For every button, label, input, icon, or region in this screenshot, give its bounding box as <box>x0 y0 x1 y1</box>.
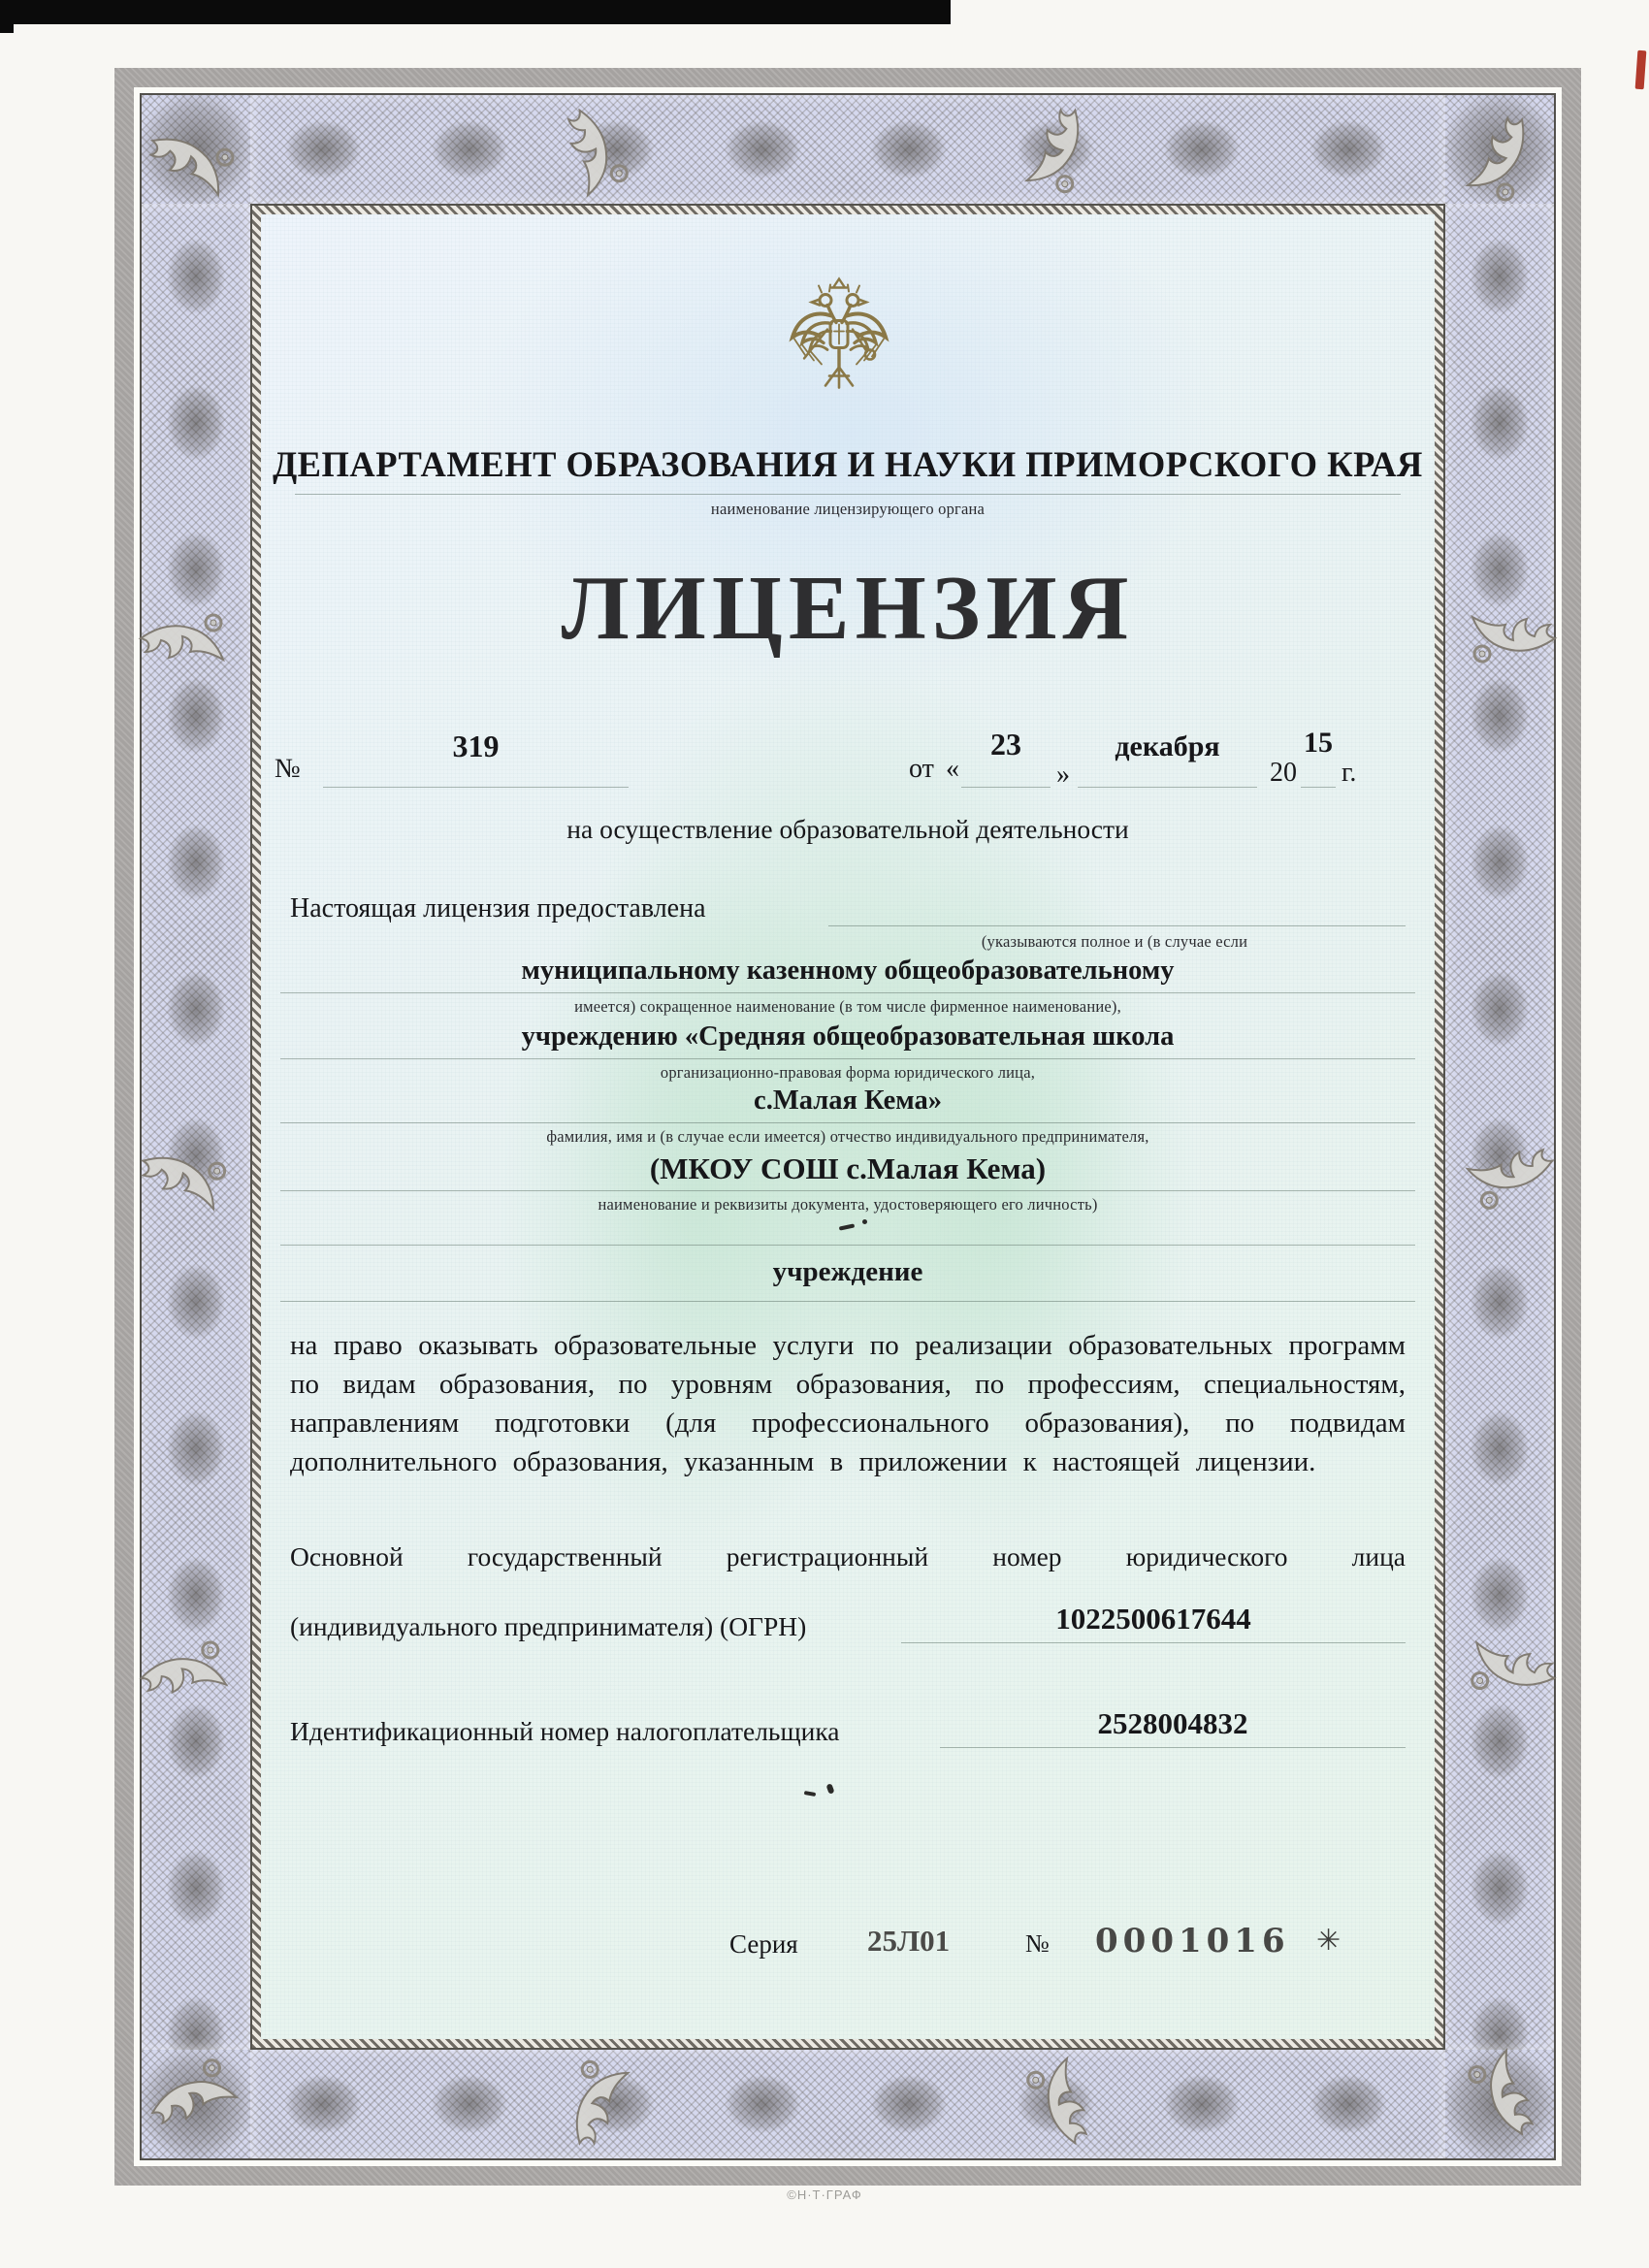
date-year-value: 15 <box>1304 727 1333 759</box>
authority-caption: наименование лицензирующего органа <box>710 500 986 518</box>
frame-line <box>140 93 1556 2160</box>
date-month-value: декабря <box>1115 730 1220 762</box>
star-asterisk-mark: ✳ <box>1316 1924 1342 1958</box>
border-band-right <box>1445 204 1554 2050</box>
scan-artifact-strip <box>0 0 14 33</box>
acanthus-leaf-icon <box>1463 609 1560 667</box>
quote-open: « <box>946 754 959 784</box>
license-number-value: 319 <box>452 729 500 763</box>
date-from-label: от <box>909 754 934 784</box>
rule-line <box>280 992 1415 993</box>
rule-line <box>280 1301 1415 1302</box>
caption-full-name: (указываются полное и (в случае если <box>981 932 1248 951</box>
date-day-line <box>961 787 1051 788</box>
ink-mark <box>825 1783 834 1794</box>
red-ink-mark <box>1635 50 1647 90</box>
grantee-name-line3: с.Малая Кема» <box>754 1085 942 1116</box>
license-number-line <box>323 787 629 788</box>
caption-legal-form: организационно-правовая форма юридического лица, <box>660 1063 1036 1082</box>
serial-number-value: 0001016 <box>1095 1922 1290 1960</box>
serial-number-label: № <box>1025 1929 1050 1958</box>
border-band-bottom <box>250 2050 1445 2158</box>
border-band-top <box>250 95 1445 204</box>
rule-line <box>280 1190 1415 1191</box>
frame-gap <box>134 87 1562 2166</box>
inn-line <box>940 1747 1406 1748</box>
outer-frame <box>114 68 1581 2186</box>
border-band-left <box>142 204 250 2050</box>
quote-close: » <box>1056 760 1070 790</box>
rope-border <box>252 206 1443 2048</box>
date-century: 20 <box>1270 758 1297 788</box>
acanthus-leaf-icon <box>136 609 233 667</box>
state-emblem-double-headed-eagle-icon <box>781 273 897 423</box>
grantee-name-line2: учреждению «Средняя общеобразовательная школа <box>521 1021 1175 1052</box>
inner-frame-line <box>250 204 1445 2050</box>
document-title: ЛИЦЕНЗИЯ <box>561 558 1135 659</box>
date-month-line <box>1078 787 1257 788</box>
inn-label: Идентификационный номер налогоплательщика <box>290 1716 840 1746</box>
rule-line <box>295 494 1401 495</box>
inn-value: 2528004832 <box>1097 1706 1248 1740</box>
ink-mark <box>804 1791 817 1797</box>
ogrn-value: 1022500617644 <box>1055 1602 1251 1636</box>
ink-mark <box>862 1219 867 1224</box>
grantee-short-name: (МКОУ СОШ с.Малая Кема) <box>649 1151 1047 1185</box>
rule-line <box>280 1245 1415 1246</box>
licensing-authority-title: ДЕПАРТАМЕНТ ОБРАЗОВАНИЯ И НАУКИ ПРИМОРСКОГО КРАЯ <box>273 444 1423 484</box>
ogrn-line <box>901 1642 1406 1643</box>
rule-line <box>280 1058 1415 1059</box>
guilloche-border-band <box>142 95 1554 2158</box>
ogrn-label-line2: (индивидуального предпринимателя) (ОГРН) <box>290 1611 807 1641</box>
scan-artifact-strip <box>0 0 951 24</box>
caption-identity-doc: наименование и реквизиты документа, удостоверяющего его личность) <box>598 1195 1098 1214</box>
series-value: 25Л01 <box>867 1924 951 1958</box>
caption-short-name: имеется) сокращенное наименование (в том числе фирменное наименование), <box>574 997 1121 1016</box>
printer-mark: ©Н·Т·ГРАФ <box>787 2187 862 2202</box>
license-number-label: № <box>275 754 301 784</box>
rule-line <box>280 1122 1415 1123</box>
rights-paragraph: на право оказывать образовательные услуги по реализации образовательных программ по видам образования, по уровням образования, по профессиям, специальностям, направлениям подготовки (для профессионального образования), по подвидам дополнительного образования, указанным в приложении к настоящей лицензии. <box>290 1330 1406 1477</box>
entity-type: учреждение <box>772 1256 923 1287</box>
date-year-suffix: г. <box>1342 758 1357 788</box>
granted-to-label: Настоящая лицензия предоставлена <box>290 893 706 923</box>
license-subtitle: на осуществление образовательной деятельности <box>566 814 1129 844</box>
series-label: Серия <box>729 1929 798 1959</box>
ink-mark <box>839 1223 855 1230</box>
granted-to-line <box>828 925 1406 926</box>
caption-person: фамилия, имя и (в случае если имеется) отчество индивидуального предпринимателя, <box>546 1127 1149 1146</box>
date-year-line <box>1301 787 1336 788</box>
ogrn-label-line1: Основной государственный регистрационный номер юридического лица <box>290 1541 1406 1571</box>
grantee-name-line1: муниципальному казенному общеобразовательному <box>521 956 1175 986</box>
certificate-body <box>261 214 1435 2039</box>
date-day-value: 23 <box>990 727 1021 761</box>
